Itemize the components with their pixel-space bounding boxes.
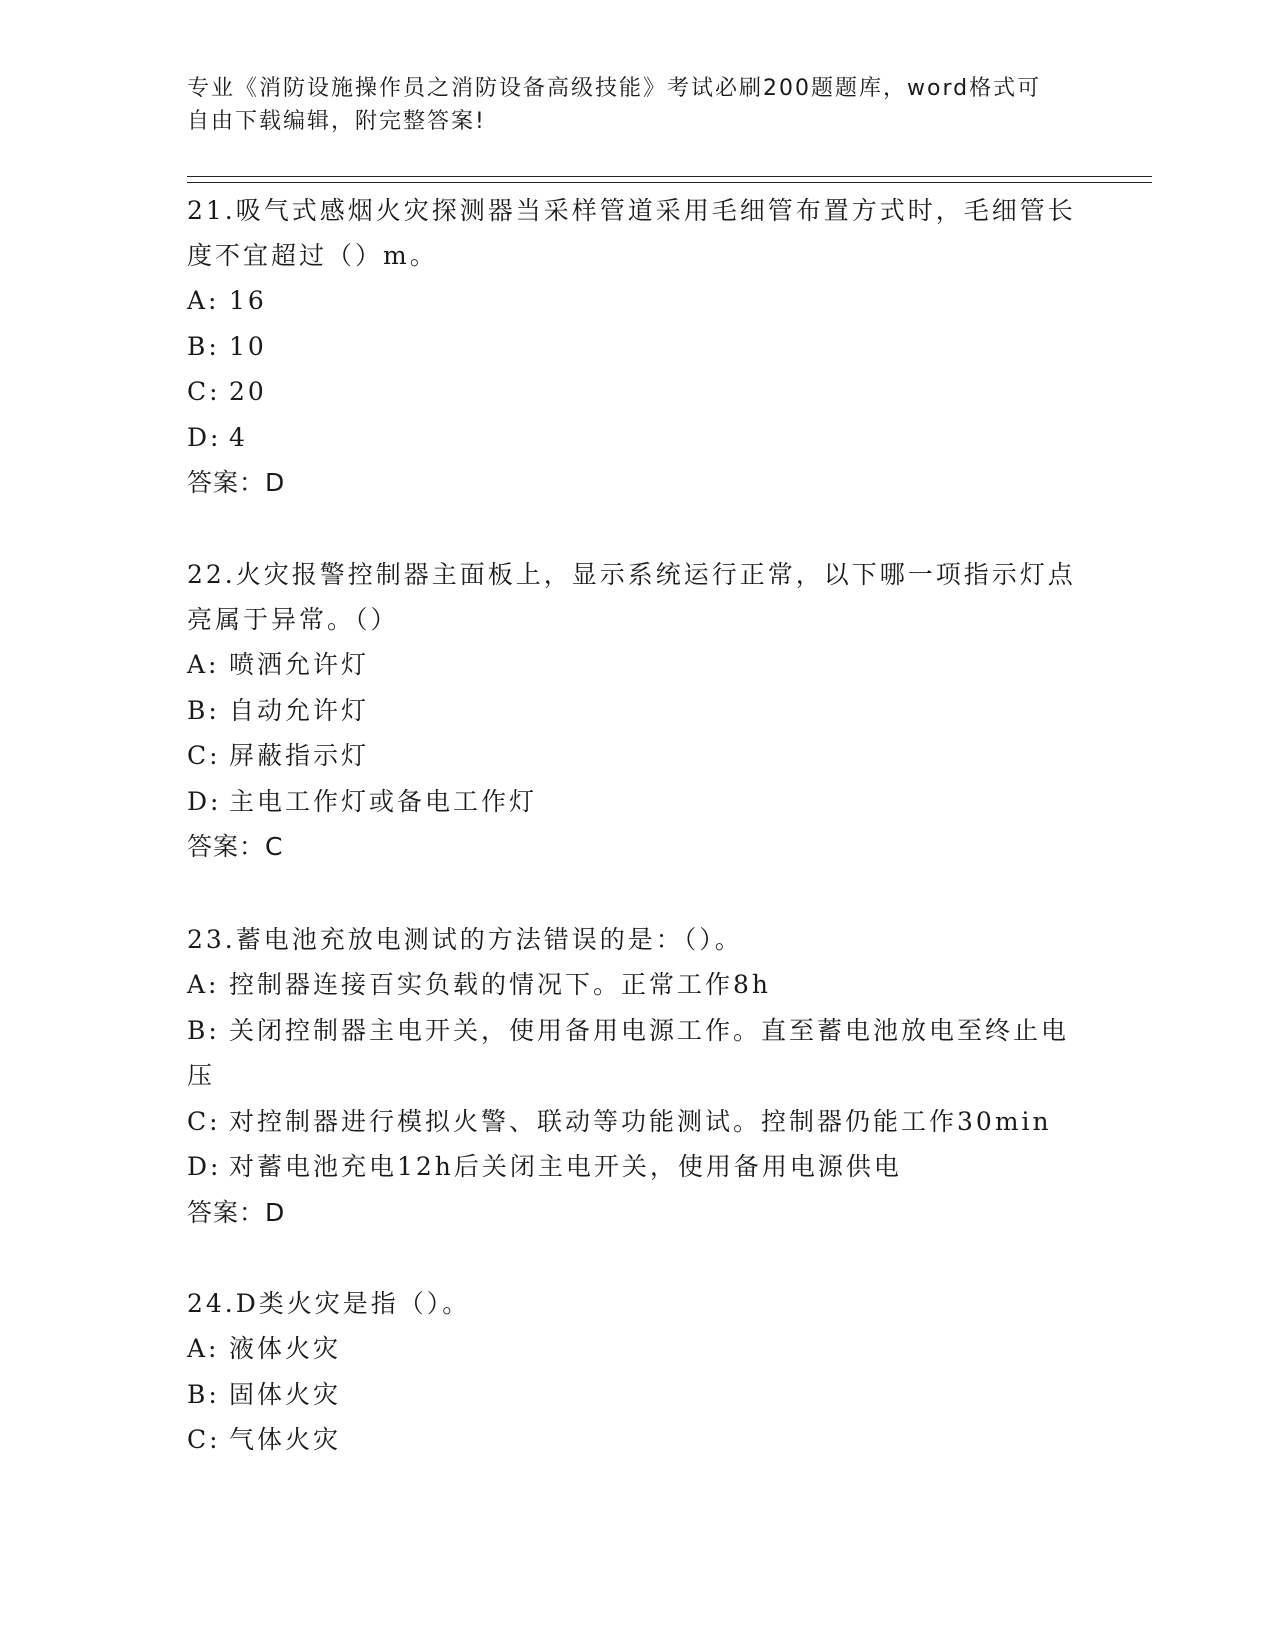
option-b — [187, 1008, 1077, 1099]
option-key: A: — [187, 650, 220, 679]
option-text: 4 — [229, 422, 248, 452]
header-line-1: 专业《消防设施操作员之消防设备高级技能》考试必刷200题题库，word格式可 — [187, 76, 1042, 101]
option-key: C: — [187, 377, 221, 406]
answer-label: 答案：D — [187, 468, 286, 497]
option-text: 关闭控制器主电开关，使用备用电源工作。直至蓄电池放电至终止电压 — [187, 1015, 1070, 1090]
option-key: B: — [187, 331, 220, 361]
option-key: C: — [187, 1106, 221, 1136]
option-text: 对蓄电池充电12h后关闭主电开关，使用备用电源供电 — [229, 1152, 902, 1181]
option-key: A: — [187, 1334, 220, 1363]
option-b — [187, 324, 1077, 370]
question-22 — [187, 552, 1077, 869]
answer-label: 答案：D — [187, 1197, 286, 1227]
option-text: 喷洒允许灯 — [229, 650, 370, 679]
option-text: 液体火灾 — [229, 1334, 342, 1363]
option-a — [187, 642, 1077, 688]
option-key: C: — [187, 1425, 221, 1454]
header-line-2: 自由下载编辑，附完整答案! — [187, 109, 486, 134]
question-24 — [187, 1281, 1077, 1463]
option-text: 自动允许灯 — [229, 695, 370, 725]
option-text: 16 — [229, 286, 267, 315]
question-stem: 24.D类火灾是指（）。 — [187, 1289, 471, 1318]
option-c — [187, 1099, 1077, 1145]
question-23 — [187, 917, 1077, 1235]
header-divider-bottom — [187, 182, 1152, 183]
option-a — [187, 1326, 1077, 1372]
option-text: 20 — [229, 377, 267, 406]
option-c — [187, 369, 1077, 415]
question-21 — [187, 188, 1077, 505]
option-a — [187, 278, 1077, 324]
header-divider-top — [187, 176, 1152, 177]
option-c — [187, 1417, 1077, 1463]
option-c — [187, 733, 1077, 779]
option-key: B: — [187, 695, 220, 725]
option-a — [187, 962, 1077, 1008]
option-text: 屏蔽指示灯 — [229, 741, 370, 770]
option-key: D: — [187, 786, 222, 816]
option-key: C: — [187, 741, 221, 770]
option-b — [187, 688, 1077, 734]
option-key: B: — [187, 1015, 220, 1045]
question-stem: 23.蓄电池充放电测试的方法错误的是：（）。 — [187, 925, 743, 954]
option-text: 主电工作灯或备电工作灯 — [229, 786, 538, 816]
option-text: 10 — [229, 331, 267, 361]
option-text: 对控制器进行模拟火警、联动等功能测试。控制器仍能工作30min — [229, 1106, 1052, 1136]
option-d — [187, 779, 1077, 825]
document-header — [187, 72, 1067, 138]
option-key: D: — [187, 1152, 222, 1181]
answer-label: 答案：C — [187, 832, 284, 861]
question-stem: 21.吸气式感烟火灾探测器当采样管道采用毛细管布置方式时，毛细管长度不宜超过（）m。 — [187, 196, 1076, 270]
option-text: 固体火灾 — [229, 1379, 342, 1409]
option-key: A: — [187, 286, 220, 315]
option-text: 气体火灾 — [229, 1425, 342, 1454]
question-stem: 22.火灾报警控制器主面板上，显示系统运行正常，以下哪一项指示灯点亮属于异常。（） — [187, 560, 1076, 634]
option-key: A: — [187, 970, 220, 999]
option-text: 控制器连接百实负载的情况下。正常工作8h — [229, 970, 772, 999]
option-key: D: — [187, 422, 222, 452]
option-d — [187, 415, 1077, 461]
option-key: B: — [187, 1379, 220, 1409]
option-d — [187, 1144, 1077, 1190]
option-b — [187, 1372, 1077, 1418]
